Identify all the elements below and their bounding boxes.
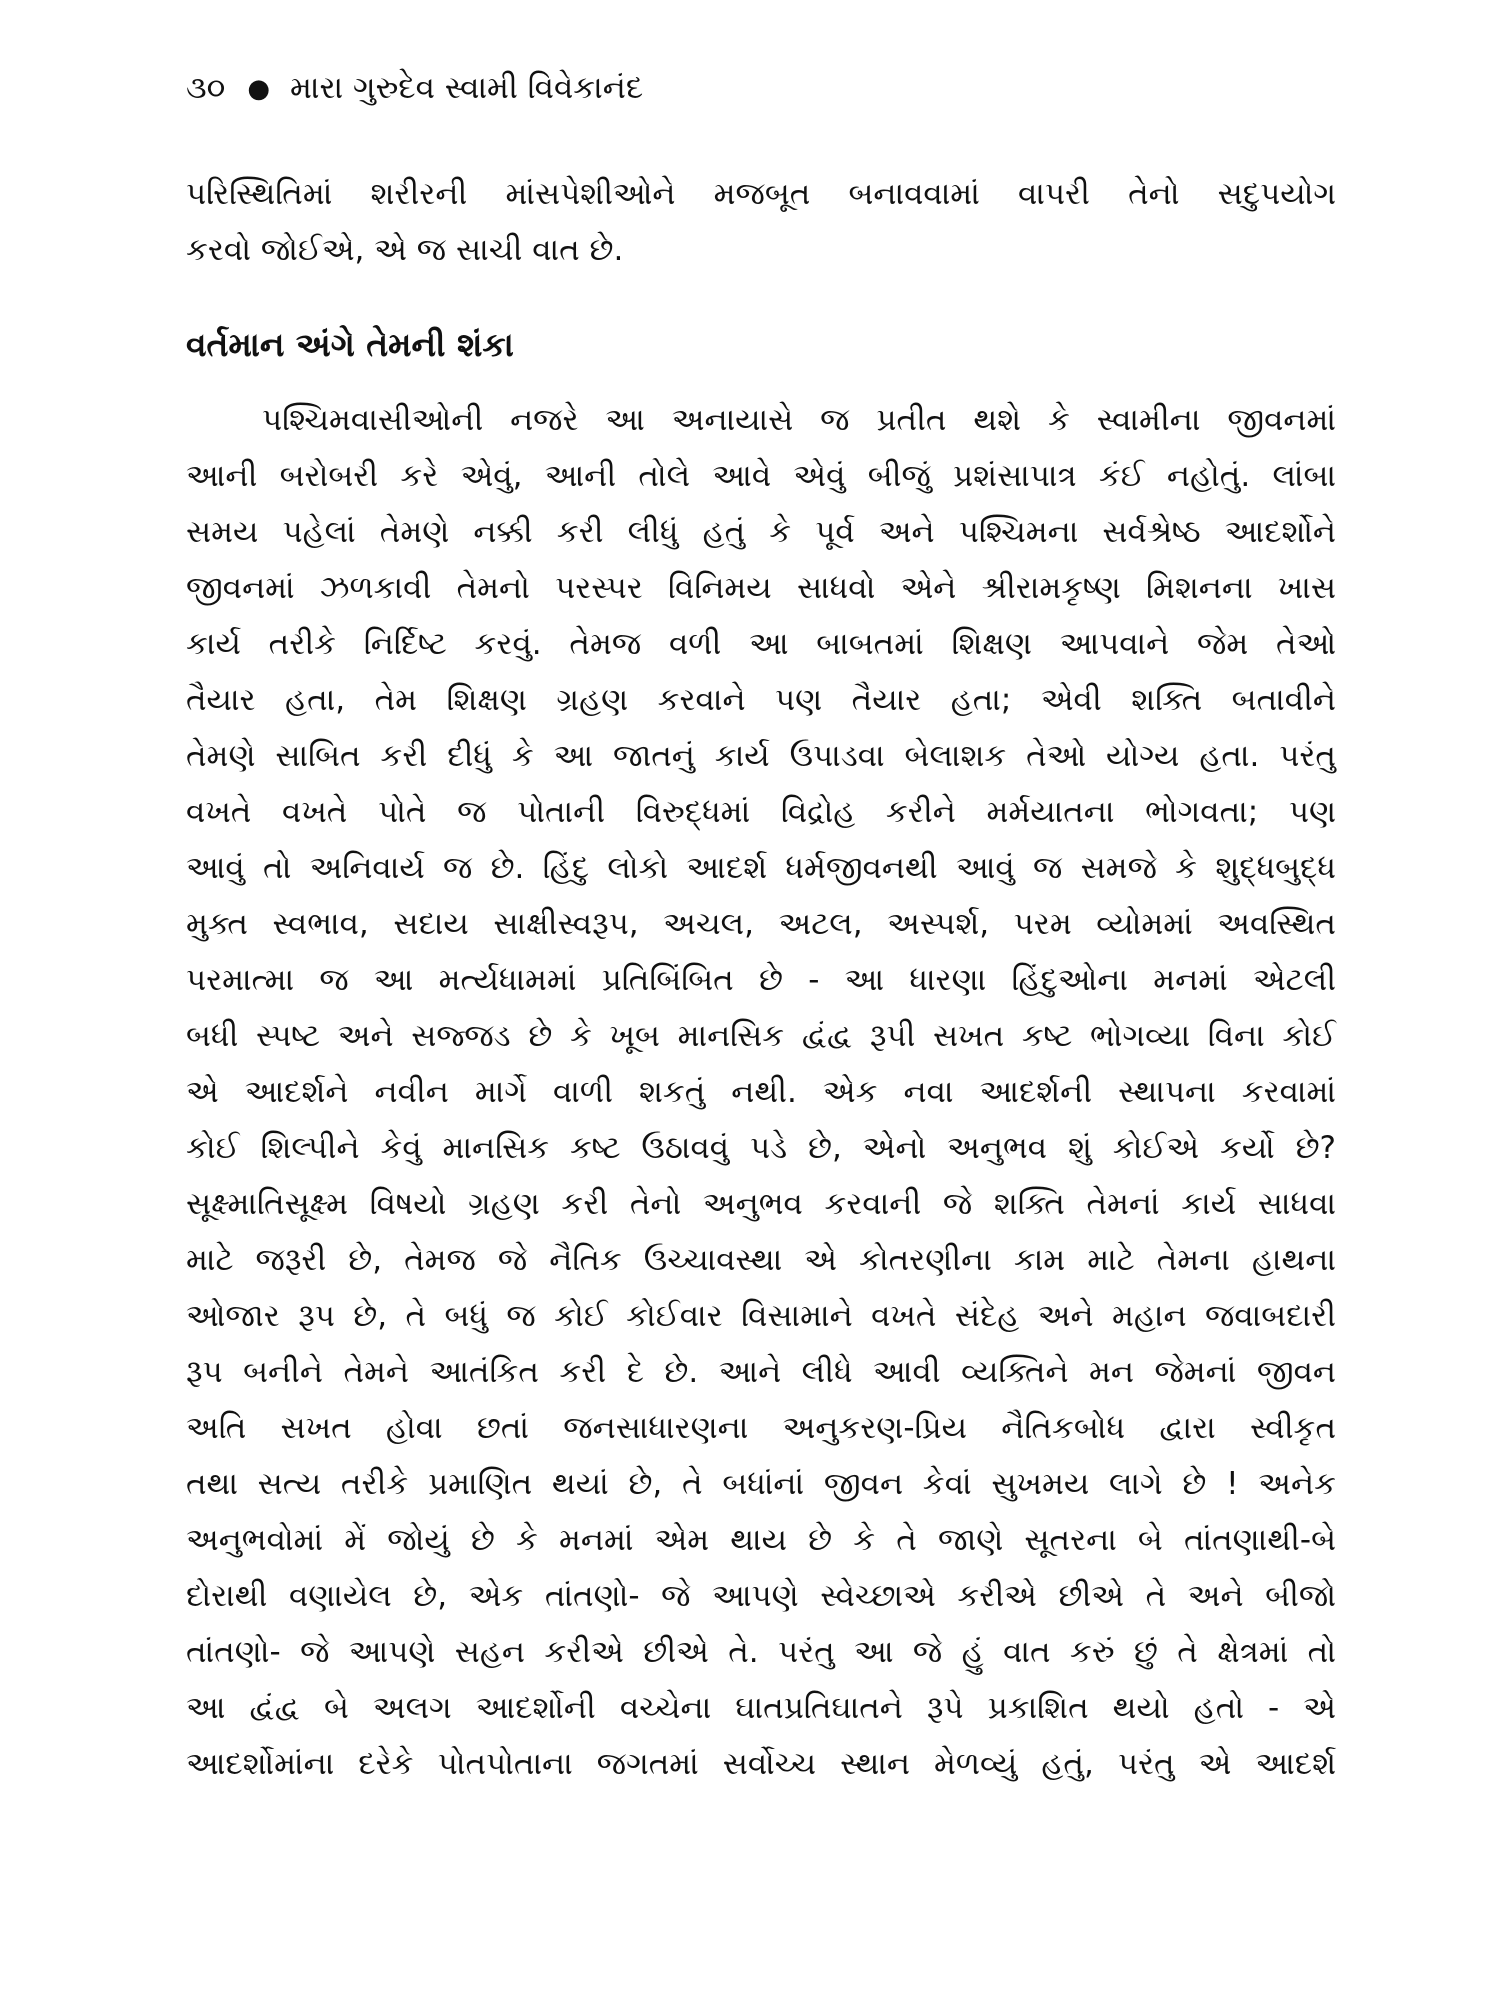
text-line: પશ્ચિમવાસીઓની નજરે આ અનાયાસે જ પ્રતીત થશે કે સ્વામીના જીવનમાં (262, 402, 1336, 438)
text-line: મુક્ત સ્વભાવ, સદાય સાક્ષીસ્વરૂપ, અચલ, અટલ, અસ્પર્શ, પરમ વ્યોમમાં અવસ્થિત (186, 906, 1336, 942)
section-heading: વર્તમાન અંગે તેમની શંકા (186, 325, 514, 364)
body-paragraph (186, 392, 1336, 1792)
text-line: અતિ સખત હોવા છતાં જનસાધારણના અનુકરણ-પ્રિય નૈતિકબોધ દ્વારા સ્વીકૃત (186, 1410, 1336, 1446)
text-line: તૈયાર હતા, તેમ શિક્ષણ ગ્રહણ કરવાને પણ તૈયાર હતા; એવી શક્તિ બતાવીને (186, 682, 1336, 718)
text-line: પરિસ્થિતિમાં શરીરની માંસપેશીઓને મજબૂત બનાવવામાં વાપરી તેનો સદુપયોગ (186, 176, 1336, 212)
text-line: આવું તો અનિવાર્ય જ છે. હિંદુ લોકો આદર્શ ધર્મજીવનથી આવું જ સમજે કે શુદ્ધબુદ્ધ (186, 850, 1336, 886)
text-line: તેમણે સાબિત કરી દીધું કે આ જાતનું કાર્ય ઉપાડવા બેલાશક તેઓ યોગ્ય હતા. પરંતુ (186, 738, 1336, 774)
text-line: આદર્શોમાંના દરેકે પોતપોતાના જગતમાં સર્વોચ્ચ સ્થાન મેળવ્યું હતું, પરંતુ એ આદર્શ (186, 1746, 1336, 1782)
text-line: આની બરોબરી કરે એવું, આની તોલે આવે એવું બીજું પ્રશંસાપાત્ર કંઈ નહોતું. લાંબા (186, 458, 1336, 494)
text-line: અનુભવોમાં મેં જોયું છે કે મનમાં એમ થાય છે કે તે જાણે સૂતરના બે તાંતણાથી-બે (186, 1522, 1336, 1558)
header-bullet: ● (247, 74, 270, 104)
text-line: આ દ્વંદ્વ બે અલગ આદર્શોની વચ્ચેના ઘાતપ્રતિઘાતને રૂપે પ્રકાશિત થયો હતો - એ (186, 1690, 1336, 1726)
page-number: ૩૦ (186, 70, 226, 106)
text-line: તાંતણો- જે આપણે સહન કરીએ છીએ તે. પરંતુ આ જે હું વાત કરું છું તે ક્ષેત્રમાં તો (186, 1634, 1336, 1670)
text-line: પરમાત્મા જ આ મર્ત્યધામમાં પ્રતિબિંબિત છે - આ ધારણા હિંદુઓના મનમાં એટલી (186, 962, 1336, 998)
text-line: વખતે વખતે પોતે જ પોતાની વિરુદ્ધમાં વિદ્રોહ કરીને મર્મયાતના ભોગવતા; પણ (186, 794, 1336, 830)
text-line: તથા સત્ય તરીકે પ્રમાણિત થયાં છે, તે બધાંનાં જીવન કેવાં સુખમય લાગે છે ! અનેક (186, 1466, 1336, 1502)
text-line: માટે જરૂરી છે, તેમજ જે નૈતિક ઉચ્ચાવસ્થા એ કોતરણીના કામ માટે તેમના હાથના (186, 1242, 1336, 1278)
text-line: એ આદર્શને નવીન માર્ગે વાળી શકતું નથી. એક નવા આદર્શની સ્થાપના કરવામાં (186, 1074, 1336, 1110)
text-line: કોઈ શિલ્પીને કેવું માનસિક કષ્ટ ઉઠાવવું પડે છે, એનો અનુભવ શું કોઈએ કર્યો છે? (186, 1130, 1336, 1166)
book-title: મારા ગુરુદેવ સ્વામી વિવેકાનંદ (290, 70, 644, 106)
text-line: જીવનમાં ઝળકાવી તેમનો પરસ્પર વિનિમય સાધવો એને શ્રીરામકૃષ્ણ મિશનના ખાસ (186, 570, 1336, 606)
text-line: ઓજાર રૂપ છે, તે બધું જ કોઈ કોઈવાર વિસામાને વખતે સંદેહ અને મહાન જવાબદારી (186, 1298, 1336, 1334)
text-line: કાર્ય તરીકે નિર્દિષ્ટ કરવું. તેમજ વળી આ બાબતમાં શિક્ષણ આપવાને જેમ તેઓ (186, 626, 1336, 662)
text-line: સમય પહેલાં તેમણે નક્કી કરી લીધું હતું કે પૂર્વ અને પશ્ચિમના સર્વશ્રેષ્ઠ આદર્શોને (186, 514, 1336, 550)
text-line: રૂપ બનીને તેમને આતંકિત કરી દે છે. આને લીધે આવી વ્યક્તિને મન જેમનાં જીવન (186, 1354, 1336, 1390)
text-line: કરવો જોઈએ, એ જ સાચી વાત છે. (186, 232, 624, 268)
running-header (186, 68, 643, 109)
text-line: સૂક્ષ્માતિસૂક્ષ્મ વિષયો ગ્રહણ કરી તેનો અનુભવ કરવાની જે શક્તિ તેમનાં કાર્ય સાધવા (186, 1186, 1336, 1222)
opening-paragraph (186, 166, 1336, 278)
text-line: દોરાથી વણાયેલ છે, એક તાંતણો- જે આપણે સ્વેચ્છાએ કરીએ છીએ તે અને બીજો (186, 1578, 1336, 1614)
text-line: બધી સ્પષ્ટ અને સજ્જડ છે કે ખૂબ માનસિક દ્વંદ્વ રૂપી સખત કષ્ટ ભોગવ્યા વિના કોઈ (186, 1018, 1336, 1054)
